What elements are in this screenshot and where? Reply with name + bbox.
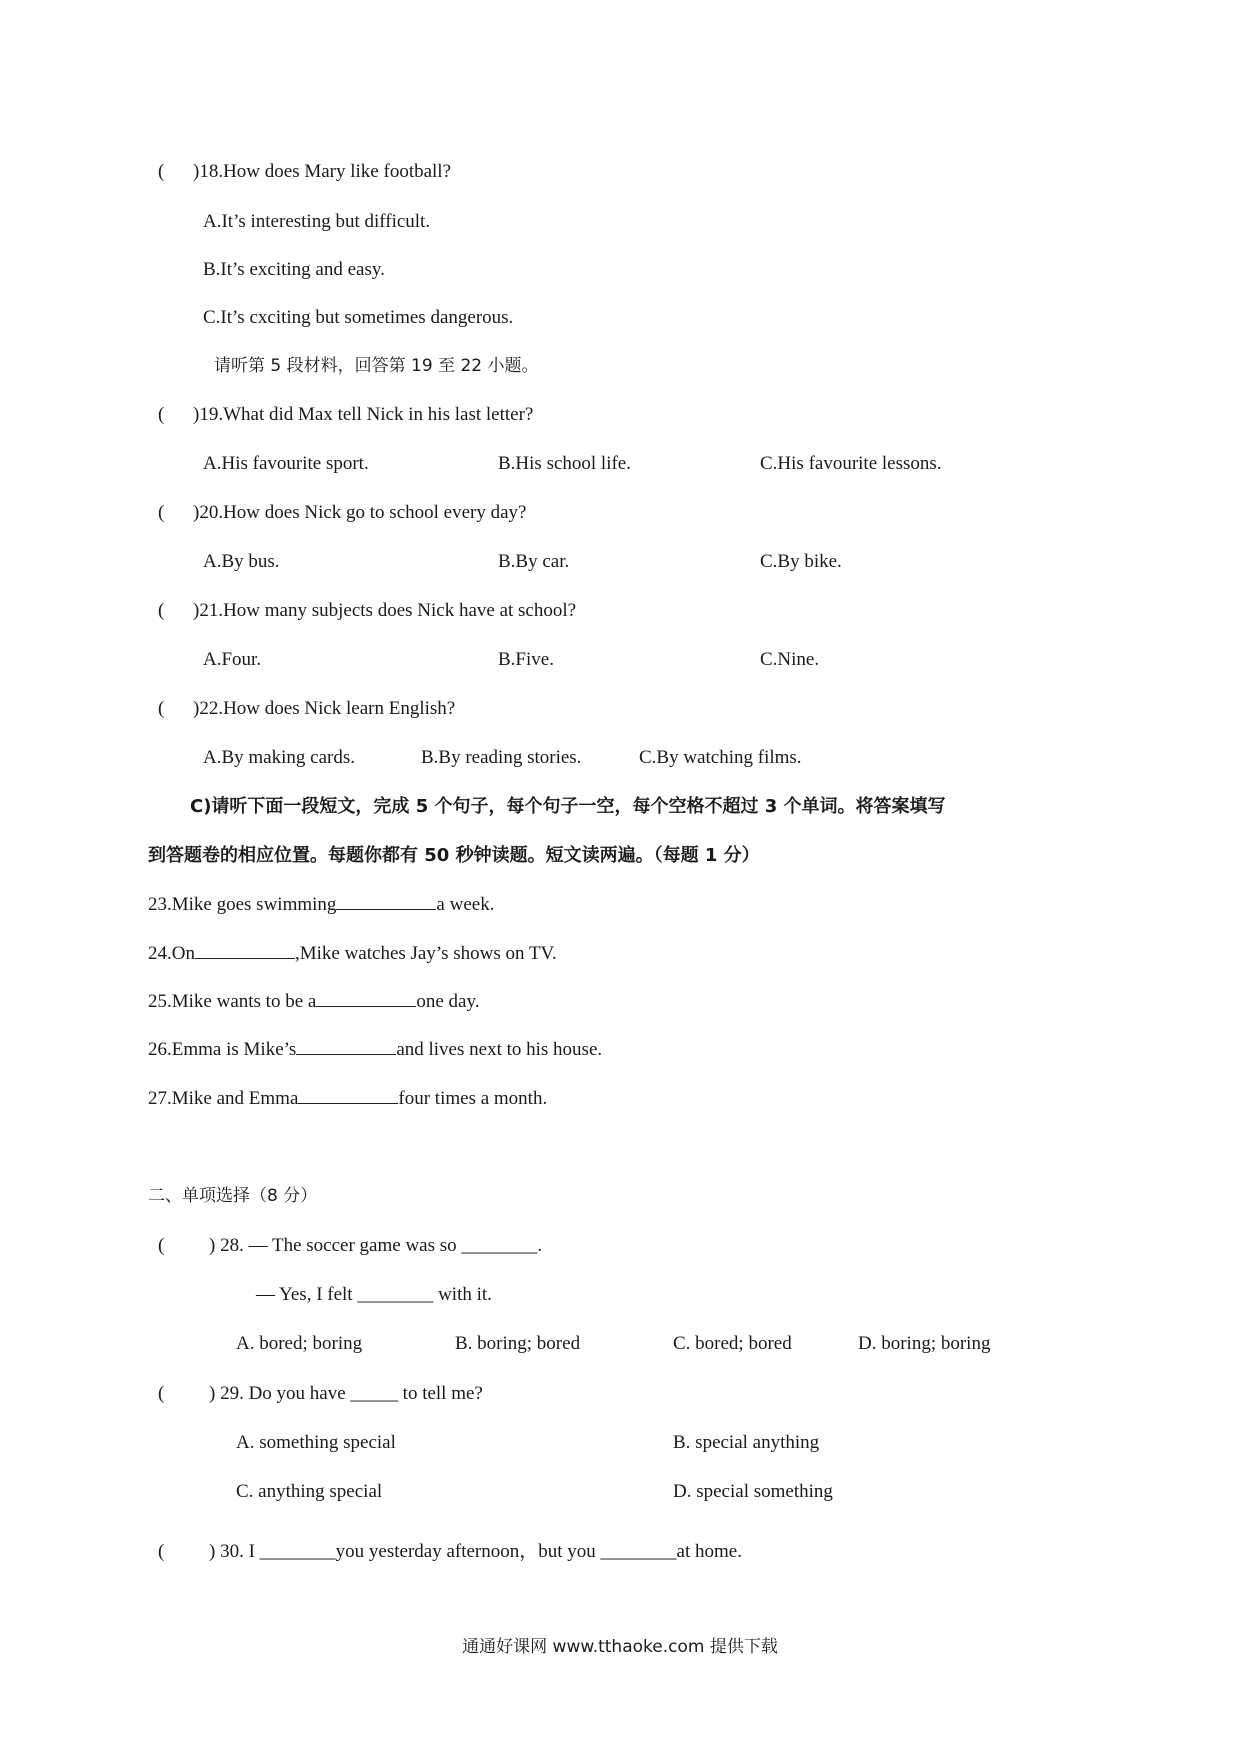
question-23-pre: 23.Mike goes swimming (148, 894, 337, 915)
question-22-option-c: C.By watching films. (639, 747, 802, 768)
answer-blank[interactable] (336, 893, 436, 910)
question-28-reply: — Yes, I felt ________ with it. (256, 1284, 492, 1305)
question-28-option-a: A. bored; boring (236, 1333, 363, 1354)
question-23-post: a week. (436, 894, 495, 915)
instruction-section-5: 请听第 5 段材料，回答第 19 至 22 小题。 (214, 356, 539, 376)
question-25-pre: 25.Mike wants to be a (148, 991, 317, 1012)
question-26-post: and lives next to his house. (396, 1039, 603, 1060)
question-23 (148, 893, 494, 917)
question-20-stem: )20.How does Nick go to school every day? (193, 502, 527, 523)
question-21-option-b: B.Five. (498, 649, 554, 670)
answer-paren: ( (158, 1383, 165, 1404)
part-2-heading: 二、单项选择（8 分） (148, 1186, 318, 1206)
question-19-option-b: B.His school life. (498, 453, 631, 474)
question-22-option-a: A.By making cards. (203, 747, 355, 768)
answer-blank[interactable] (298, 1087, 398, 1104)
section-c-instruction-line2: 到答题卷的相应位置。每题你都有 50 秒钟读题。短文读两遍。（每题 1 分） (148, 845, 760, 866)
question-25 (148, 990, 479, 1014)
question-21-option-a: A.Four. (203, 649, 262, 670)
question-25-post: one day. (416, 991, 480, 1012)
question-20-option-c: C.By bike. (760, 551, 842, 572)
answer-paren: ( (158, 502, 165, 523)
question-18-stem: )18.How does Mary like football? (193, 161, 452, 182)
question-28-stem: ) 28. — The soccer game was so ________. (209, 1235, 543, 1256)
section-c-instruction-line1: C)请听下面一段短文，完成 5 个句子，每个句子一空，每个空格不超过 3 个单词。将答案填写 (190, 796, 946, 817)
answer-paren: ( (158, 1541, 165, 1562)
question-29-option-d: D. special something (673, 1481, 833, 1502)
answer-paren: ( (158, 600, 165, 621)
question-22-stem: )22.How does Nick learn English? (193, 698, 456, 719)
question-29-option-c: C. anything special (236, 1481, 383, 1502)
question-18-option-b: B.It’s exciting and easy. (203, 259, 385, 280)
question-26-pre: 26.Emma is Mike’s (148, 1039, 297, 1060)
question-19-stem: )19.What did Max tell Nick in his last letter? (193, 404, 534, 425)
question-30-stem: ) 30. I ________you yesterday afternoon，but you ________at home. (209, 1541, 742, 1562)
question-19-option-a: A.His favourite sport. (203, 453, 369, 474)
question-18-option-c: C.It’s cxciting but sometimes dangerous. (203, 307, 514, 328)
question-29-stem: ) 29. Do you have _____ to tell me? (209, 1383, 483, 1404)
answer-blank[interactable] (316, 990, 416, 1007)
answer-blank[interactable] (195, 942, 295, 959)
answer-paren: ( (158, 1235, 165, 1256)
answer-blank[interactable] (296, 1038, 396, 1055)
question-21-stem: )21.How many subjects does Nick have at school? (193, 600, 577, 621)
question-24 (148, 942, 557, 966)
question-22-option-b: B.By reading stories. (421, 747, 582, 768)
answer-paren: ( (158, 404, 165, 425)
question-20-option-a: A.By bus. (203, 551, 280, 572)
question-28-option-c: C. bored; bored (673, 1333, 792, 1354)
question-28-option-b: B. boring; bored (455, 1333, 581, 1354)
answer-paren: ( (158, 161, 165, 182)
question-24-post: ,Mike watches Jay’s shows on TV. (294, 943, 557, 964)
question-27 (148, 1087, 547, 1111)
question-28-option-d: D. boring; boring (858, 1333, 991, 1354)
question-27-pre: 27.Mike and Emma (148, 1088, 299, 1109)
question-18-option-a: A.It’s interesting but difficult. (203, 211, 431, 232)
question-29-option-a: A. something special (236, 1432, 396, 1453)
answer-paren: ( (158, 698, 165, 719)
question-29-option-b: B. special anything (673, 1432, 820, 1453)
question-27-post: four times a month. (398, 1088, 548, 1109)
question-20-option-b: B.By car. (498, 551, 570, 572)
question-24-pre: 24.On (148, 943, 195, 964)
page-footer: 通通好课网 www.tthaoke.com 提供下载 (462, 1637, 778, 1657)
question-26 (148, 1038, 602, 1062)
question-21-option-c: C.Nine. (760, 649, 820, 670)
question-19-option-c: C.His favourite lessons. (760, 453, 942, 474)
